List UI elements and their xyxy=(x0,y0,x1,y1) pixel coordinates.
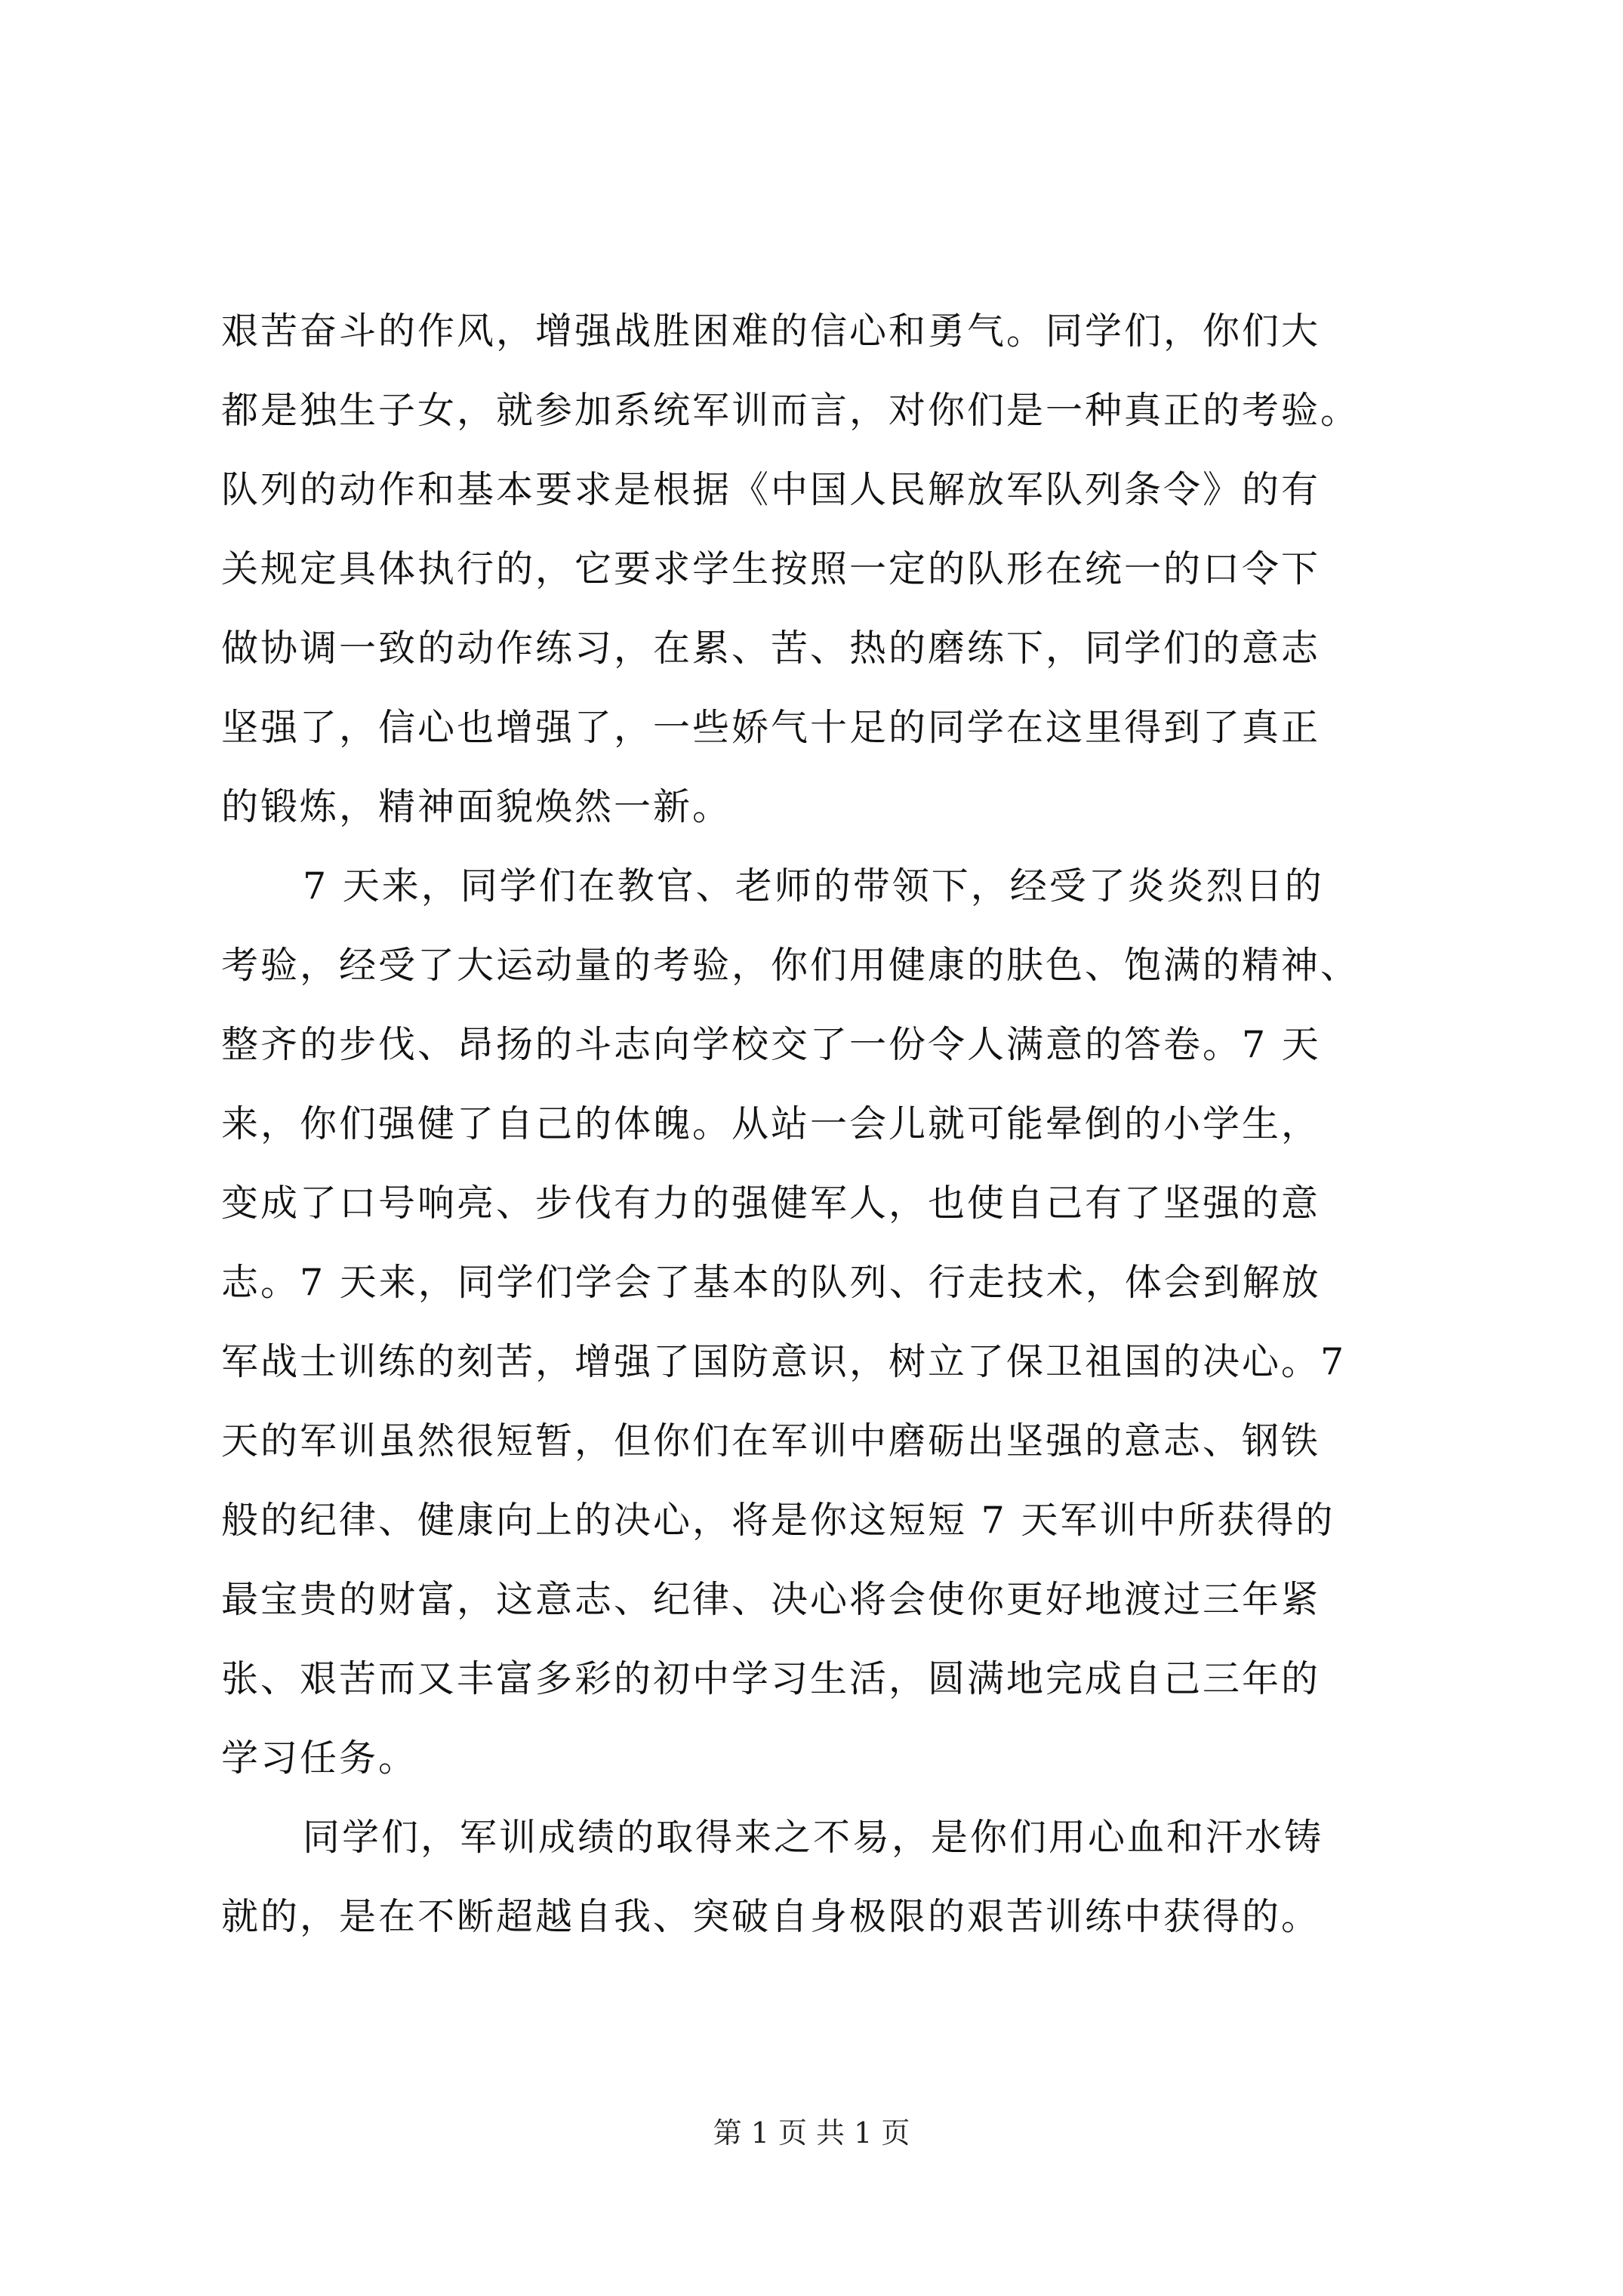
page-footer: 第 1 页 共 1 页 xyxy=(713,2116,910,2150)
text-line: 天的军训虽然很短暂，但你们在军训中磨砺出坚强的意志、钢铁 xyxy=(221,1419,1321,1462)
text-line: 的锻炼，精神面貌焕然一新。 xyxy=(221,785,732,828)
text-line: 军战士训练的刻苦，增强了国防意识，树立了保卫祖国的决心。7 xyxy=(221,1340,1347,1383)
text-line: 整齐的步伐、昂扬的斗志向学校交了一份令人满意的答卷。7 天 xyxy=(221,1023,1321,1066)
text-line: 就的，是在不断超越自我、突破自身极限的艰苦训练中获得的。 xyxy=(221,1895,1321,1938)
text-line: 志。7 天来，同学们学会了基本的队列、行走技术，体会到解放 xyxy=(221,1261,1321,1304)
text-line: 艰苦奋斗的作风，增强战胜困难的信心和勇气。同学们，你们大 xyxy=(221,310,1321,353)
text-line: 考验，经受了大运动量的考验，你们用健康的肤色、饱满的精神、 xyxy=(221,944,1360,987)
body-text xyxy=(221,291,1444,1956)
text-line: 来，你们强健了自己的体魄。从站一会儿就可能晕倒的小学生， xyxy=(221,1102,1321,1145)
text-line: 张、艰苦而又丰富多彩的初中学习生活，圆满地完成自己三年的 xyxy=(221,1657,1321,1700)
text-line: 都是独生子女，就参加系统军训而言，对你们是一种真正的考验。 xyxy=(221,389,1360,432)
text-line: 般的纪律、健康向上的决心，将是你这短短 7 天军训中所获得的 xyxy=(221,1499,1335,1542)
text-line: 最宝贵的财富，这意志、纪律、决心将会使你更好地渡过三年紧 xyxy=(221,1578,1321,1621)
text-line: 做协调一致的动作练习，在累、苦、热的磨练下，同学们的意志 xyxy=(221,627,1321,670)
paragraph-start-line: 7 天来，同学们在教官、老师的带领下，经受了炎炎烈日的 xyxy=(303,864,1324,908)
paragraph-start-line: 同学们，军训成绩的取得来之不易，是你们用心血和汗水铸 xyxy=(303,1816,1324,1859)
text-line: 关规定具体执行的，它要求学生按照一定的队形在统一的口令下 xyxy=(221,547,1321,590)
text-line: 坚强了，信心也增强了，一些娇气十足的同学在这里得到了真正 xyxy=(221,706,1321,749)
text-line: 变成了口号响亮、步伐有力的强健军人，也使自己有了坚强的意 xyxy=(221,1182,1321,1225)
text-line: 学习任务。 xyxy=(221,1737,418,1780)
text-line: 队列的动作和基本要求是根据《中国人民解放军队列条令》的有 xyxy=(221,468,1321,511)
